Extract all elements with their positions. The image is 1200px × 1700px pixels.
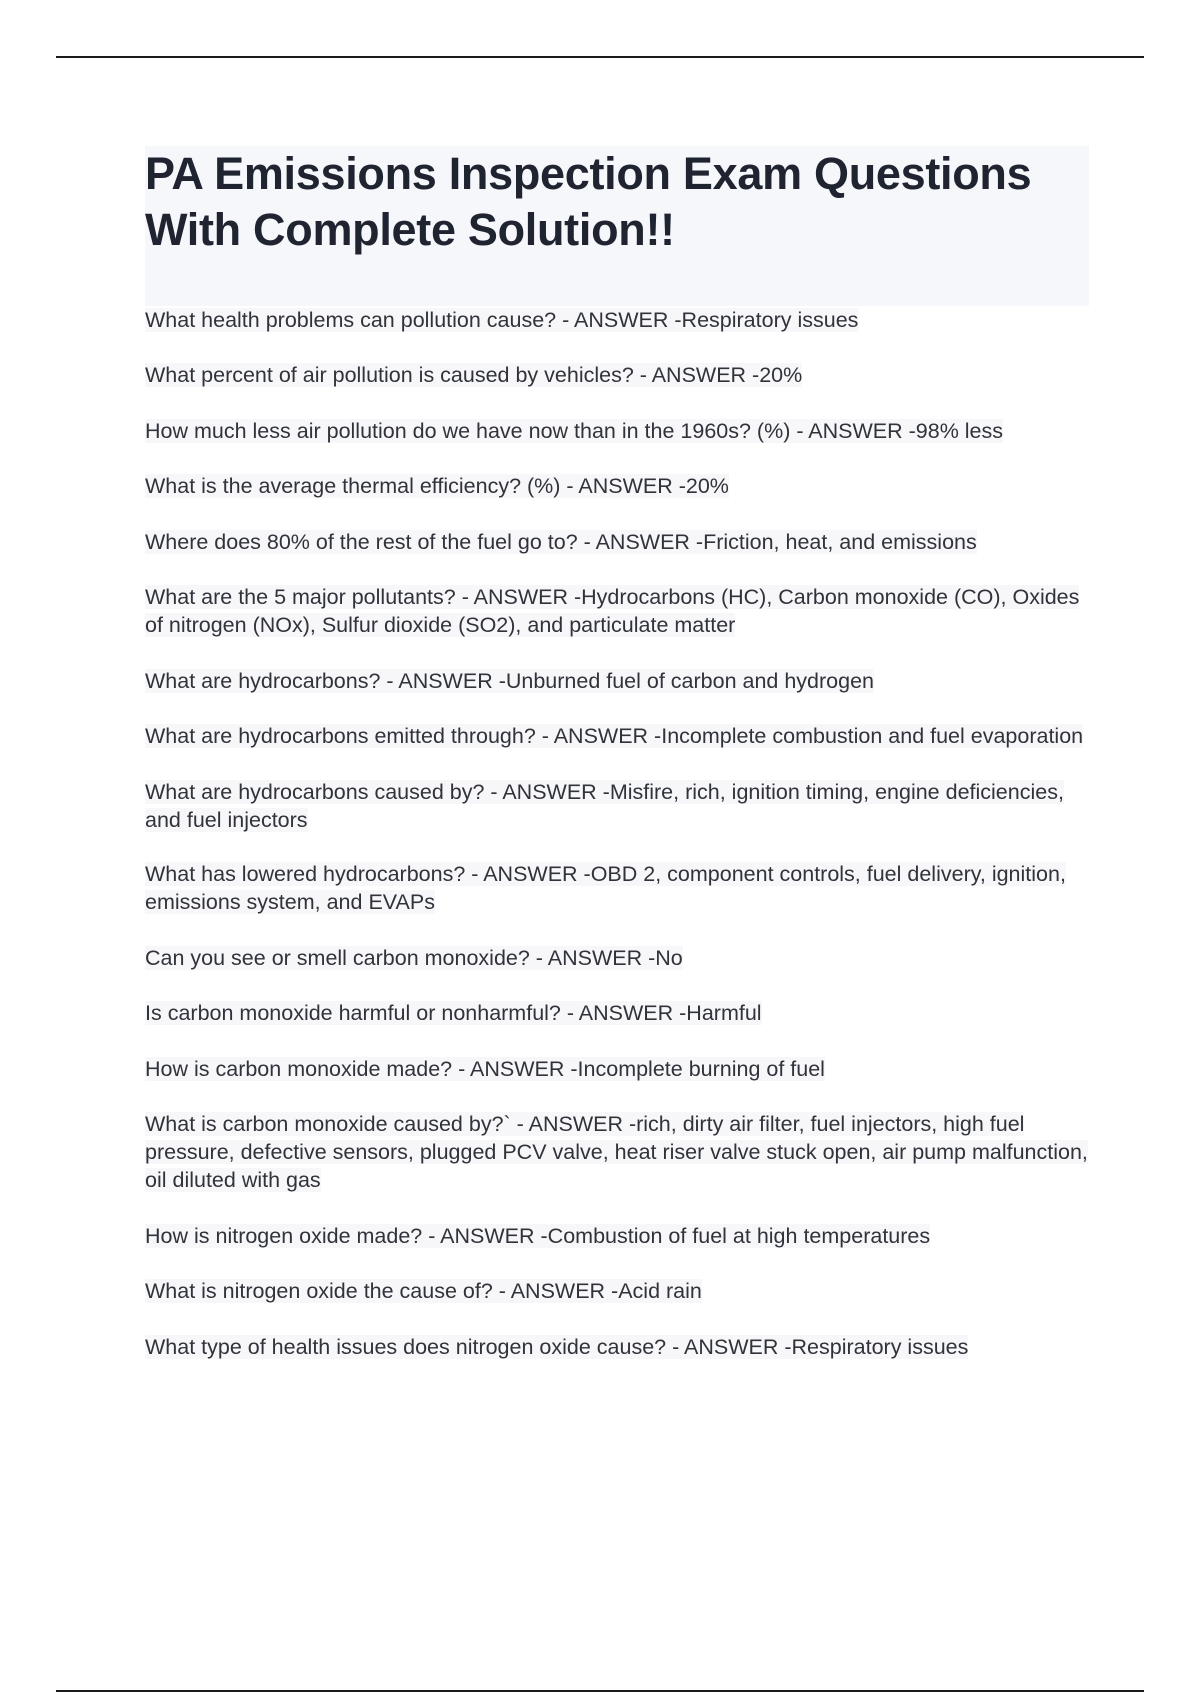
qa-text-14: What is carbon monoxide caused by?` - ANSWER -rich, dirty air filter, fuel injectors, high fuel pressure, defective sensors, plugged PCV valve, heat riser valve stuck open, air pump malfunction, oil diluted with gas <box>145 1112 1088 1192</box>
qa-item-1 <box>145 306 1089 334</box>
qa-text-2: What percent of air pollution is caused by vehicles? - ANSWER -20% <box>145 363 803 387</box>
document-body <box>145 146 1089 1361</box>
qa-text-8: What are hydrocarbons emitted through? - ANSWER -Incomplete combustion and fuel evaporation <box>145 724 1084 748</box>
qa-item-10 <box>145 860 1089 916</box>
qa-item-16 <box>145 1277 1089 1305</box>
qa-item-9 <box>145 778 1089 834</box>
qa-text-6: What are the 5 major pollutants? - ANSWER -Hydrocarbons (HC), Carbon monoxide (CO), Oxides of nitrogen (NOx), Sulfur dioxide (SO2), and particulate matter <box>145 585 1080 637</box>
bottom-rule <box>56 1690 1144 1692</box>
qa-text-17: What type of health issues does nitrogen oxide cause? - ANSWER -Respiratory issues <box>145 1335 969 1359</box>
qa-item-6 <box>145 583 1089 639</box>
qa-text-15: How is nitrogen oxide made? - ANSWER -Combustion of fuel at high temperatures <box>145 1224 931 1248</box>
qa-item-14 <box>145 1110 1089 1194</box>
qa-text-3: How much less air pollution do we have now than in the 1960s? (%) - ANSWER -98% less <box>145 419 1004 443</box>
qa-item-11 <box>145 944 1089 972</box>
qa-text-9: What are hydrocarbons caused by? - ANSWER -Misfire, rich, ignition timing, engine deficiencies, and fuel injectors <box>145 780 1064 832</box>
qa-item-17 <box>145 1333 1089 1361</box>
document-title: PA Emissions Inspection Exam Questions With Complete Solution!! <box>145 148 1032 255</box>
qa-list <box>145 306 1089 1361</box>
qa-item-8 <box>145 722 1089 750</box>
qa-text-11: Can you see or smell carbon monoxide? - ANSWER -No <box>145 946 683 970</box>
qa-item-7 <box>145 667 1089 695</box>
title-block <box>145 146 1089 306</box>
qa-text-7: What are hydrocarbons? - ANSWER -Unburned fuel of carbon and hydrogen <box>145 669 875 693</box>
qa-item-2 <box>145 361 1089 389</box>
qa-item-4 <box>145 472 1089 500</box>
top-rule <box>56 56 1144 58</box>
qa-item-3 <box>145 417 1089 445</box>
qa-item-5 <box>145 528 1089 556</box>
qa-text-10: What has lowered hydrocarbons? - ANSWER -OBD 2, component controls, fuel delivery, ignition, emissions system, and EVAPs <box>145 862 1066 914</box>
qa-text-13: How is carbon monoxide made? - ANSWER -Incomplete burning of fuel <box>145 1057 825 1081</box>
qa-text-5: Where does 80% of the rest of the fuel go to? - ANSWER -Friction, heat, and emissions <box>145 530 977 554</box>
qa-text-12: Is carbon monoxide harmful or nonharmful? - ANSWER -Harmful <box>145 1001 762 1025</box>
qa-item-13 <box>145 1055 1089 1083</box>
qa-text-4: What is the average thermal efficiency? (%) - ANSWER -20% <box>145 474 729 498</box>
qa-item-15 <box>145 1222 1089 1250</box>
qa-text-16: What is nitrogen oxide the cause of? - ANSWER -Acid rain <box>145 1279 702 1303</box>
qa-item-12 <box>145 999 1089 1027</box>
qa-text-1: What health problems can pollution cause? - ANSWER -Respiratory issues <box>145 308 859 332</box>
